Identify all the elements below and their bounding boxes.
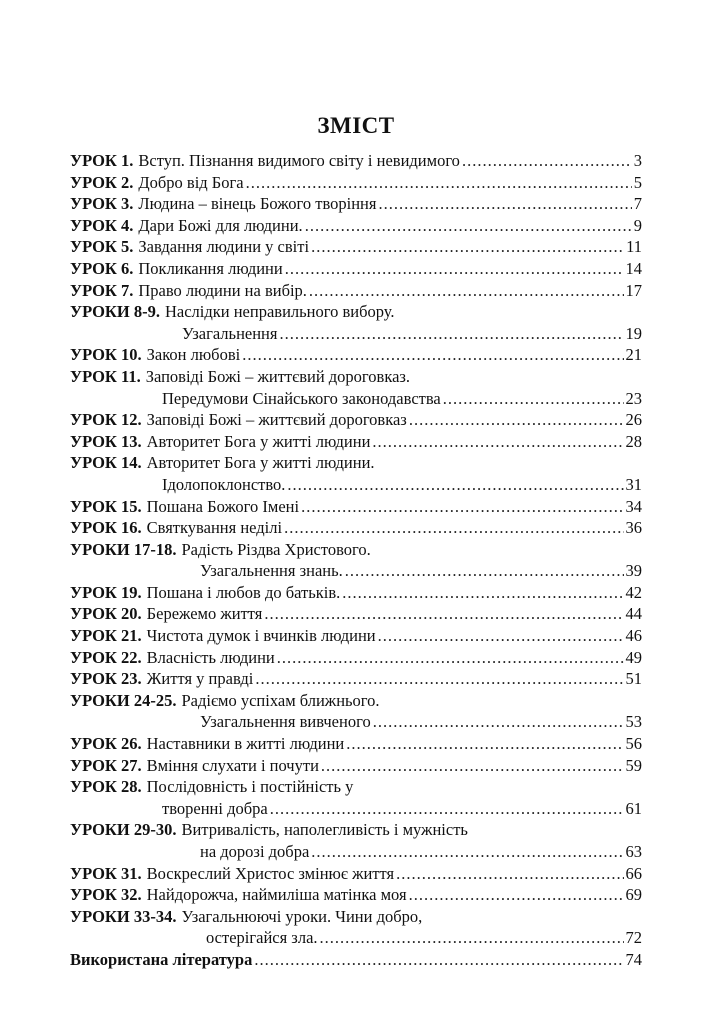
- dot-leader: [255, 668, 623, 690]
- toc-entry-line: [70, 625, 642, 647]
- lesson-label: УРОК 5.: [70, 237, 134, 257]
- toc-entry-line: [70, 258, 642, 280]
- toc-entry-continuation-line: [70, 711, 642, 733]
- toc-entry: [70, 625, 642, 647]
- dot-leader: [287, 474, 623, 496]
- lesson-title: Передумови Сінайського законодавства: [162, 388, 441, 408]
- page-number: 39: [625, 561, 642, 581]
- toc-entry-line: [70, 884, 642, 906]
- page-number: 3: [633, 151, 642, 170]
- lesson-title: Пошана і любов до батьків.: [146, 582, 341, 602]
- dot-leader: [409, 409, 624, 431]
- page-number: 42: [625, 582, 642, 602]
- toc-entry-line: [70, 280, 642, 302]
- dot-leader: [270, 798, 624, 820]
- toc-entry-line: [70, 215, 642, 237]
- lesson-title: Наслідки неправильного вибору.: [164, 302, 395, 322]
- lesson-title: Радіємо успіхам ближнього.: [181, 690, 380, 710]
- lesson-label: УРОК 3.: [70, 194, 134, 214]
- dot-leader: [378, 625, 624, 647]
- toc-entry-line: [70, 733, 642, 755]
- dot-leader: [311, 236, 624, 258]
- toc-entry: [70, 452, 642, 495]
- page-number: 7: [633, 194, 642, 214]
- lesson-label: УРОК 27.: [70, 755, 142, 775]
- lesson-title: Використана література: [70, 949, 253, 969]
- toc-entry: [70, 215, 642, 237]
- page-number: 53: [625, 712, 642, 732]
- toc-entry: [70, 906, 642, 949]
- toc-entry-line: [70, 172, 642, 194]
- page-number: 44: [625, 604, 642, 624]
- page-number: 26: [625, 410, 642, 430]
- toc-entry: [70, 517, 642, 539]
- dot-leader: [277, 647, 624, 669]
- lesson-title: Святкування неділі: [146, 518, 283, 538]
- lesson-title: Закон любові: [146, 345, 241, 365]
- dot-leader: [409, 884, 624, 906]
- lesson-label: УРОК 31.: [70, 863, 142, 883]
- lesson-label: УРОК 32.: [70, 885, 142, 905]
- toc-entry-line: [70, 647, 642, 669]
- toc-entry-line: [70, 863, 642, 885]
- toc-entry: [70, 647, 642, 669]
- lesson-title: Бережемо життя: [146, 604, 263, 624]
- dot-leader: [342, 582, 623, 604]
- lesson-title: Наставники в житті людини: [146, 734, 345, 754]
- toc-entry-line: [70, 582, 642, 604]
- toc-entry-line: [70, 668, 642, 690]
- lesson-title: Узагальнення: [182, 323, 278, 343]
- lesson-label: УРОКИ 29-30.: [70, 820, 177, 840]
- toc-entry-line: [70, 366, 642, 388]
- lesson-label: УРОК 2.: [70, 172, 134, 192]
- lesson-title: Заповіді Божі – життєвий дороговказ.: [145, 366, 411, 386]
- lesson-title: творенні добра: [162, 798, 268, 818]
- dot-leader: [242, 344, 623, 366]
- dot-leader: [254, 949, 623, 971]
- lesson-title: Пошана Божого Імені: [146, 496, 300, 516]
- toc-entry: [70, 776, 642, 819]
- lesson-title: Вступ. Пізнання видимого світу і невидимого: [138, 151, 460, 170]
- lesson-title: Узагальнення знань.: [200, 561, 343, 581]
- page-number: 56: [625, 734, 642, 754]
- toc-entry: [70, 668, 642, 690]
- page-number: 72: [625, 928, 642, 948]
- dot-leader: [246, 172, 632, 194]
- lesson-label: УРОК 21.: [70, 626, 142, 646]
- toc-list: [70, 150, 642, 971]
- lesson-title: Воскреслий Христос змінює життя: [146, 863, 395, 883]
- toc-entry: [70, 236, 642, 258]
- toc-entry-line: [70, 344, 642, 366]
- page-number: 46: [625, 626, 642, 646]
- page-number: 28: [625, 431, 642, 451]
- toc-entry: [70, 301, 642, 344]
- lesson-label: УРОК 6.: [70, 258, 134, 278]
- page-title: ЗМІСТ: [317, 113, 395, 138]
- dot-leader: [462, 150, 632, 172]
- toc-entry: [70, 603, 642, 625]
- lesson-title: Право людини на вибір.: [138, 280, 307, 300]
- dot-leader: [372, 431, 623, 453]
- lesson-title: Витривалість, наполегливість і мужність: [181, 820, 468, 840]
- lesson-label: УРОК 4.: [70, 215, 134, 235]
- lesson-label: УРОК 15.: [70, 496, 142, 516]
- page-number: 61: [625, 798, 642, 818]
- dot-leader: [284, 517, 623, 539]
- dot-leader: [301, 496, 623, 518]
- page-number: 9: [633, 215, 642, 235]
- page-number: 11: [626, 237, 642, 257]
- lesson-title: Добро від Бога: [138, 172, 244, 192]
- lesson-title: Ідолопоклонство.: [162, 474, 286, 494]
- lesson-label: УРОК 19.: [70, 582, 142, 602]
- lesson-title: Найдорожча, наймиліша матінка моя: [146, 885, 407, 905]
- page-number: 34: [625, 496, 642, 516]
- dot-leader: [378, 193, 631, 215]
- toc-entry-line: [70, 776, 642, 798]
- dot-leader: [321, 755, 624, 777]
- toc-entry-line: [70, 517, 642, 539]
- lesson-label: УРОК 1.: [70, 151, 134, 170]
- dot-leader: [320, 927, 624, 949]
- toc-entry-continuation-line: [70, 798, 642, 820]
- dot-leader: [373, 711, 624, 733]
- lesson-label: УРОКИ 33-34.: [70, 906, 177, 926]
- toc-entry-line: [70, 603, 642, 625]
- toc-entry-continuation-line: [70, 474, 642, 496]
- lesson-title: Заповіді Божі – життєвий дороговказ: [146, 410, 407, 430]
- lesson-title: остерігайся зла.: [206, 928, 318, 948]
- page-number: 51: [625, 669, 642, 689]
- page-number: 31: [625, 474, 642, 494]
- page-number: 66: [625, 863, 642, 883]
- dot-leader: [309, 280, 624, 302]
- toc-entry-continuation-line: [70, 927, 642, 949]
- toc-entry: [70, 539, 642, 582]
- toc-entry: [70, 755, 642, 777]
- page-number: 14: [625, 258, 642, 278]
- lesson-label: УРОК 10.: [70, 345, 142, 365]
- lesson-label: УРОК 23.: [70, 669, 142, 689]
- dot-leader: [264, 603, 623, 625]
- toc-entry-line: [70, 409, 642, 431]
- toc-entry-line: [70, 755, 642, 777]
- dot-leader: [279, 323, 623, 345]
- page-number: 59: [625, 755, 642, 775]
- toc-entry-line: [70, 431, 642, 453]
- toc-entry: [70, 819, 642, 862]
- lesson-title: Авторитет Бога у житті людини: [146, 431, 371, 451]
- toc-entry-line: [70, 452, 642, 474]
- page-number: 74: [625, 949, 642, 969]
- toc-entry: [70, 280, 642, 302]
- toc-entry: [70, 258, 642, 280]
- toc-entry: [70, 733, 642, 755]
- page-number: 23: [625, 388, 642, 408]
- lesson-label: УРОК 22.: [70, 647, 142, 667]
- lesson-title: Власність людини: [146, 647, 275, 667]
- lesson-label: УРОК 20.: [70, 604, 142, 624]
- page-number: 19: [625, 323, 642, 343]
- toc-entry: [70, 690, 642, 733]
- toc-entry: [70, 193, 642, 215]
- lesson-title: Авторитет Бога у житті людини.: [146, 453, 375, 473]
- lesson-label: УРОК 16.: [70, 518, 142, 538]
- dot-leader: [285, 258, 624, 280]
- lesson-label: УРОКИ 17-18.: [70, 539, 177, 559]
- lesson-label: УРОК 11.: [70, 366, 141, 386]
- toc-entry: [70, 431, 642, 453]
- toc-entry: [70, 582, 642, 604]
- toc-entry: [70, 172, 642, 194]
- page-number: 21: [625, 345, 642, 365]
- toc-entry-continuation-line: [70, 323, 642, 345]
- toc-entry: [70, 863, 642, 885]
- lesson-label: УРОКИ 24-25.: [70, 690, 177, 710]
- lesson-label: УРОК 12.: [70, 410, 142, 430]
- dot-leader: [396, 863, 623, 885]
- toc-entry-line: [70, 150, 642, 172]
- dot-leader: [311, 841, 623, 863]
- toc-entry: [70, 409, 642, 431]
- lesson-title: Чистота думок і вчинків людини: [146, 626, 376, 646]
- lesson-label: УРОК 14.: [70, 453, 142, 473]
- lesson-title: Покликання людини: [138, 258, 283, 278]
- toc-entry-line: [70, 906, 642, 928]
- lesson-title: Людина – вінець Божого творіння: [138, 194, 377, 214]
- dot-leader: [443, 388, 624, 410]
- toc-entry-line: [70, 949, 642, 971]
- lesson-title: Узагальнюючі уроки. Чини добро,: [181, 906, 423, 926]
- toc-entry: [70, 344, 642, 366]
- toc-entry-line: [70, 301, 642, 323]
- toc-entry: [70, 496, 642, 518]
- dot-leader: [346, 733, 623, 755]
- page-number: 63: [625, 842, 642, 861]
- toc-entry-line: [70, 236, 642, 258]
- toc-entry-continuation-line: [70, 560, 642, 582]
- lesson-title: Радість Різдва Христового.: [181, 539, 371, 559]
- toc-entry-line: [70, 539, 642, 561]
- lesson-label: УРОК 7.: [70, 280, 134, 300]
- page-number: 69: [625, 885, 642, 905]
- toc-entry: [70, 150, 642, 172]
- toc-entry-line: [70, 496, 642, 518]
- lesson-label: УРОК 28.: [70, 777, 142, 797]
- lesson-title: Вміння слухати і почути: [146, 755, 319, 775]
- page-number: 17: [625, 280, 642, 300]
- page-number: 36: [625, 518, 642, 538]
- lesson-title: Узагальнення вивченого: [200, 712, 371, 732]
- toc-entry: [70, 366, 642, 409]
- lesson-label: УРОК 26.: [70, 734, 142, 754]
- toc-entry-line: [70, 690, 642, 712]
- dot-leader: [345, 560, 624, 582]
- toc-entry-line: [70, 819, 642, 841]
- dot-leader: [305, 215, 632, 237]
- lesson-label: УРОК 13.: [70, 431, 142, 451]
- toc-entry-line: [70, 193, 642, 215]
- toc-entry-continuation-line: [70, 388, 642, 410]
- page-number: 49: [625, 647, 642, 667]
- page-number: 5: [633, 172, 642, 192]
- toc-entry: [70, 884, 642, 906]
- lesson-title: Життя у правді: [146, 669, 254, 689]
- lesson-title: Послідовність і постійність у: [146, 777, 354, 797]
- lesson-title: Дари Божі для людини.: [138, 215, 303, 235]
- table-of-contents-page: [70, 112, 642, 971]
- lesson-title: Завдання людини у світі: [138, 237, 310, 257]
- lesson-title: на дорозі добра: [200, 842, 310, 861]
- toc-entry-continuation-line: [70, 841, 642, 863]
- toc-entry: [70, 949, 642, 971]
- lesson-label: УРОКИ 8-9.: [70, 302, 160, 322]
